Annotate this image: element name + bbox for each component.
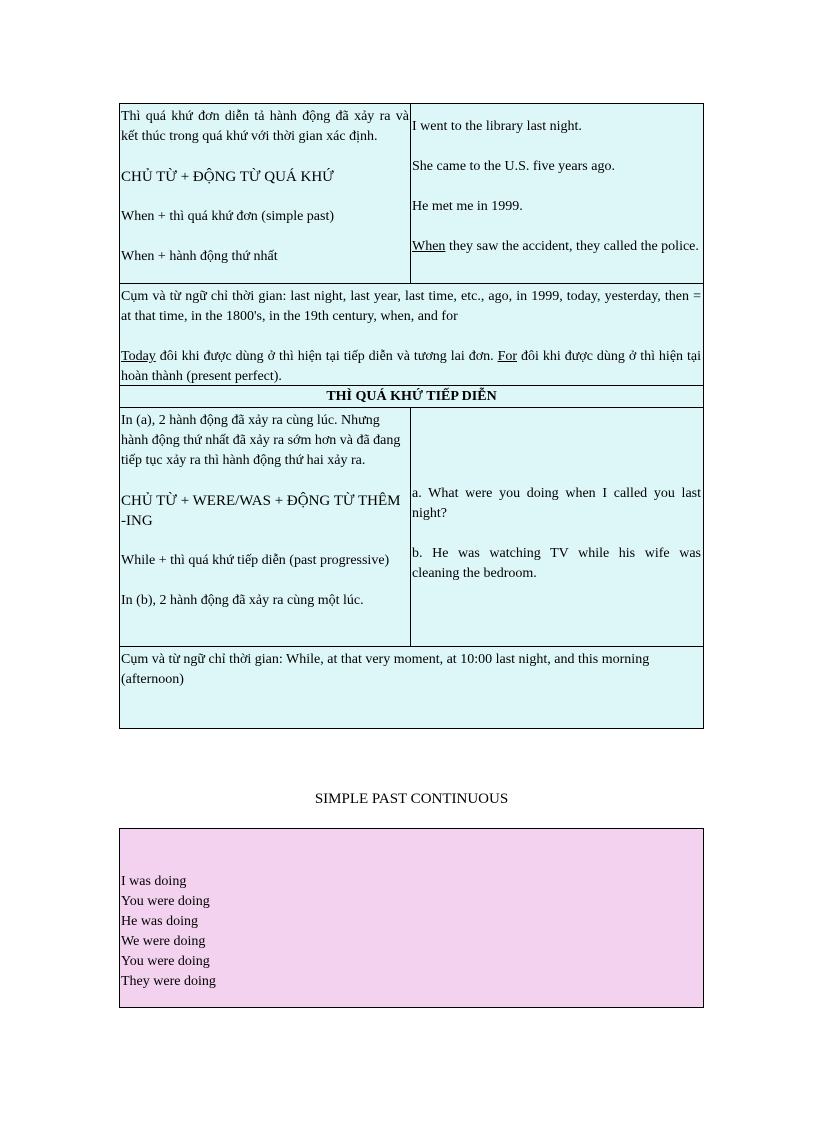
for-word: For [497, 349, 518, 364]
conjugation-box [119, 828, 704, 1008]
example-b: b. He was watching TV while his wife was cleaning the bedroom. [412, 546, 701, 581]
past-simple-formula: CHỦ TỪ + ĐỘNG TỪ QUÁ KHỨ [121, 169, 334, 185]
conjugation-line: He was doing [121, 914, 198, 929]
past-simple-examples-cell [411, 114, 703, 284]
example-accident-rest: they saw the accident, they called the police. [445, 239, 699, 254]
for-note-text: đôi khi được dùng ở thì hiện tại hoàn thành (present perfect). [121, 349, 701, 384]
example-a: a. What were you doing when I called you last night? [412, 486, 701, 521]
conjugation-line: We were doing [121, 934, 206, 949]
past-simple-time-cell [120, 284, 703, 386]
conjugation-list [121, 872, 216, 992]
tense-table [119, 103, 704, 729]
while-past-progressive: While + thì quá khứ tiếp diễn (past progressive) [121, 553, 390, 568]
example-us: She came to the U.S. five years ago. [412, 159, 615, 174]
today-for-note [121, 347, 701, 387]
example-accident [412, 237, 701, 257]
past-simple-description: Thì quá khứ đơn diễn tả hành động đã xảy ra và kết thúc trong quá khứ với thời gian xác định. [121, 109, 409, 144]
conjugation-line: You were doing [121, 894, 210, 909]
conjugation-title: SIMPLE PAST CONTINUOUS [314, 791, 509, 807]
example-library: I went to the library last night. [412, 119, 582, 134]
when-simple-past: When + thì quá khứ đơn (simple past) [121, 209, 335, 224]
past-continuous-explanation: In (a), 2 hành động đã xảy ra cùng lúc. Nhưng hành động thứ nhất đã xảy ra sớm hơn và đã đang tiếp tục xảy ra thì hành động thứ hai xảy ra. [121, 413, 401, 468]
today-word: Today [121, 349, 156, 364]
example-1999: He met me in 1999. [412, 199, 523, 214]
when-first-action: When + hành động thứ nhất [121, 249, 278, 264]
today-note-text: đôi khi được dùng ở thì hiện tại tiếp diễn và tương lai đơn. [155, 349, 498, 364]
conjugation-line: You were doing [121, 954, 210, 969]
past-continuous-heading: THÌ QUÁ KHỨ TIẾP DIỄN [326, 389, 497, 404]
conjugation-line: I was doing [121, 874, 187, 889]
when-underlined: When [412, 239, 446, 254]
past-continuous-time-cell [120, 647, 703, 727]
past-simple-rules-cell [120, 104, 411, 284]
past-simple-time-expressions: Cụm và từ ngữ chỉ thời gian: last night, last year, last time, etc., ago, in 1999, today, yesterday, then = at that time, in the 1800's, in the 19th century, when, and for [121, 289, 701, 324]
past-continuous-time-expressions: Cụm và từ ngữ chỉ thời gian: While, at that very moment, at 10:00 last night, and this morning (afternoon) [121, 652, 650, 687]
past-continuous-rules-cell [120, 408, 411, 646]
line-b-explanation: In (b), 2 hành động đã xảy ra cùng một lúc. [121, 593, 364, 608]
past-continuous-examples-cell [411, 481, 703, 646]
past-continuous-formula: CHỦ TỪ + WERE/WAS + ĐỘNG TỪ THÊM -ING [121, 493, 401, 529]
conjugation-line: They were doing [121, 974, 216, 989]
